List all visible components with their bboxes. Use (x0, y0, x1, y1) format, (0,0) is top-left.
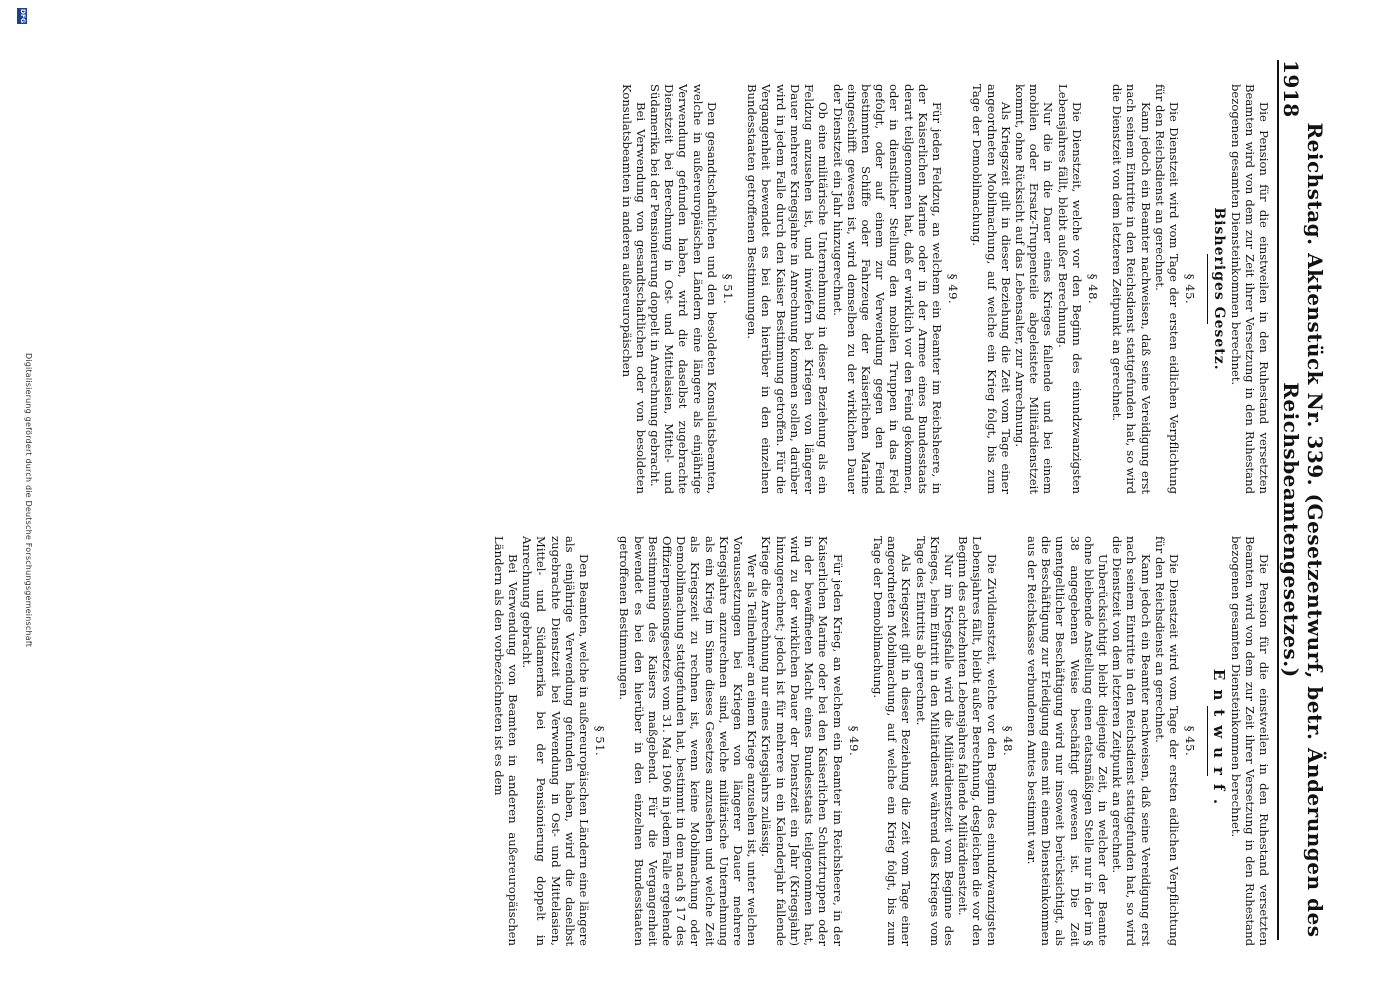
section-paragraph: Bei Verwendung von Beamten in anderen außereuropäischen Ländern als den vorbezeichneten ist es dem (491, 536, 521, 946)
heading-rule (1207, 706, 1208, 776)
section-paragraph: Wer als Teilnehmer an einem Kriege anzusehen ist, unter welchen Voraussetzungen bei Kriegen von längerer Dauer mehrere Kriegsjahre anzurechnen sind, welche militärische Unternehmung als ein Krieg im Sinne dieses Gesetzes anzusehen und welche Zeit als Kriegszeit zu rechnen ist, wenn keine Mobilmachung oder Demobilmachung stattgefunden hat, bestimmt in dem nach § 17 des Offizierpensionsgesetzes vom 31. Mai 1906 in jedem Falle ergehende Bestimmung des Kaisers maßgebend. Für die Vergangenheit bewendet es bei den hierüber in den einzelnen Bundesstaaten getroffenen Bestimmungen. (617, 536, 760, 946)
column-draft (492, 536, 1271, 946)
page-header (1277, 60, 1327, 940)
section-paragraph: Die Dienstzeit wird vom Tage der ersten eidlichen Verpflichtung für den Reichsdienst an gerechnet. (1152, 536, 1181, 946)
section-paragraph: Als Kriegszeit gilt in dieser Beziehung die Zeit vom Tage einer angeordneten Mobilmachung, auf welche ein Krieg folgt, bis zum Tage der Demobilmachung. (970, 84, 1013, 494)
column-heading: Bisheriges Gesetz. (1211, 207, 1228, 371)
section-title: § 49. (846, 725, 861, 757)
dfg-logo: DFG (19, 8, 26, 23)
section-title: § 49. (946, 273, 961, 305)
section-title: § 51. (721, 273, 736, 305)
section-paragraph: Den gesandtschaftlichen und den besoldeten Konsulatsbeamten, welche in außereuropäischen Ländern eine längere als einjährige Verwendung gefunden haben, wird die daselbst zugebrachte Dienstzeit bei Berechnung in Ost- und Mittelasien, Mittel- und Südamerika bei der Pensionierung doppelt in Anrechnung gebracht. (648, 84, 719, 494)
section-title: § 48. (1085, 273, 1100, 305)
section-paragraph: Bei Verwendung von gesandtschaftlichen oder von besoldeten Konsulatsbeamten in anderen außereuropäischen (619, 84, 648, 494)
intro-paragraph: Die Pension für die einstweilen in den Ruhestand versetzten Beamten wird von dem zur Zeit ihrer Versetzung in den Ruhestand bezogenen gesamten Diensteinkommen berechnet. (1228, 536, 1271, 946)
section-title: § 51. (593, 725, 608, 757)
section-paragraph: Die Dienstzeit wird vom Tage der ersten eidlichen Verpflichtung für den Reichsdienst an gerechnet. (1152, 84, 1181, 494)
section-paragraph: Die Dienstzeit, welche vor den Beginn des einundzwanzigsten Lebensjahres fällt, bleibt außer Berechnung. (1055, 84, 1084, 494)
page-year: 1918 (1279, 60, 1303, 118)
section-paragraph: Für jeden Krieg, an welchem ein Beamter im Reichsheere, in der Kaiserlichen Marine oder bei den Kaiserlichen Schutztruppen oder in der bewaffneten Macht eines Bundesstaats teilgenommen hat, wird zu der wirklichen Dauer der Dienstzeit ein Jahr (Kriegsjahr) hinzugerechnet; jedoch ist für mehrere in ein Kalenderjahr fallende Kriege die Anrechnung nur eines Kriegsjahrs zulässig. (759, 536, 845, 946)
section-paragraph: Ob eine militärische Unternehmung in dieser Beziehung als ein Feldzug anzusehen ist, und inwiefern bei Kriegen von längerer Dauer mehrere Kriegsjahre in Anrechnung kommen sollen, darüber wird in jedem Falle durch den Kaiser Bestimmung getroffen. Für die Vergangenheit bewendet es bei den hierüber in den einzelnen Bundesstaaten getroffenen Bestimmungen. (745, 84, 831, 494)
section-paragraph: Die Zivildienstzeit, welche vor den Beginn des einundzwanzigsten Lebensjahres fällt, bleibt außer Berechnung, desgleichen die vor den Beginn des achtzehnten Lebensjahres fallende Militärdienstzeit. (956, 536, 999, 946)
section-paragraph: Als Kriegszeit gilt in dieser Beziehung die Zeit vom Tage einer angeordneten Mobilmachung, auf welche ein Krieg folgt, bis zum Tage der Demobilmachung. (870, 536, 914, 946)
section-paragraph: Den Beamten, welche in außereuropäischen Ländern eine längere als einjährige Verwendung gefunden haben, wird die daselbst zugebrachte Dienstzeit bei Verwendung in Ost- und Mittelasien, Mittel- und Südamerika bei der Pensionierung doppelt in Anrechnung gebracht. (520, 536, 592, 946)
column-heading: Entwurf. (1210, 668, 1229, 814)
heading-rule (1207, 254, 1208, 324)
column-current-law (619, 84, 1271, 494)
page-title: Reichstag. Aktenstück Nr. 339. (Gesetzentwurf, betr. Änderungen des Reichsbeamtengesetzes.) (1279, 122, 1327, 938)
section-paragraph: Für jeden Feldzug, an welchem ein Beamter im Reichsheere, in der Kaiserlichen Marine oder in der Armee eines Bundesstaats derart teilgenommen hat, daß er wirklich vor den Feind gekommen, oder in dienstlicher Stellung den mobilen Truppen in das Feld gefolgt, oder auf einem zur Verwendung gegen den Feind bestimmten Schiffe oder Fahrzeuge der Kaiserlichen Marine eingeschifft gewesen ist, wird demselben zu der wirklichen Dauer der Dienstzeit ein Jahr hinzugerechnet. (830, 84, 944, 494)
section-paragraph: Unberücksichtigt bleibt diejenige Zeit, in welcher der Beamte ohne bleibende Anstellung einen etatsmäßigen Stelle nur in der im § 38 angegebenen Weise beschäftigt gewesen ist. Die Zeit unentgeltlicher Beschäftigung wird nur insoweit berücksichtigt, als die Beschäftigung zur Erledigung eines mit einem Diensteinkommen aus der Reichskasse verbundenen Amtes bestimmt war. (1024, 536, 1110, 946)
section-paragraph: Nur die in die Dauer eines Krieges fallende und bei einem mobilen oder Ersatz-Truppenteile abgeleistete Militärdienstzeit kommt, ohne Rücksicht auf das Lebensalter, zur Anrechnung. (1012, 84, 1056, 494)
section-paragraph: Kann jedoch ein Beamter nachweisen, daß seine Vereidigung erst nach seinem Eintritte in den Reichsdienst stattgefunden hat, so wird die Dienstzeit von dem letzteren Zeitpunkt an gerechnet. (1110, 536, 1153, 946)
section-title: § 48. (1000, 725, 1015, 757)
section-paragraph: Kann jedoch ein Beamter nachweisen, daß seine Vereidigung erst nach seinem Eintritte in den Reichsdienst stattgefunden hat, so wird die Dienstzeit von dem letzteren Zeitpunkt an gerechnet. (1110, 84, 1153, 494)
section-title: § 45. (1183, 273, 1198, 305)
section-paragraph: Nur im Kriegsfalle wird die Militärdienstzeit vom Beginne des Krieges, beim Eintritt in den Militärdienst während des Krieges vom Tage des Eintritts ab gerechnet. (913, 536, 956, 946)
intro-paragraph: Die Pension für die einstweilen in den Ruhestand versetzten Beamten wird von dem zur Zeit ihrer Versetzung in den Ruhestand bezogenen gesamten Diensteinkommen berechnet. (1228, 84, 1271, 494)
section-title: § 45. (1183, 725, 1198, 757)
digitization-note: Digitalisierung gefördert durch die Deutsche Forschungsgemeinschaft (24, 352, 33, 648)
